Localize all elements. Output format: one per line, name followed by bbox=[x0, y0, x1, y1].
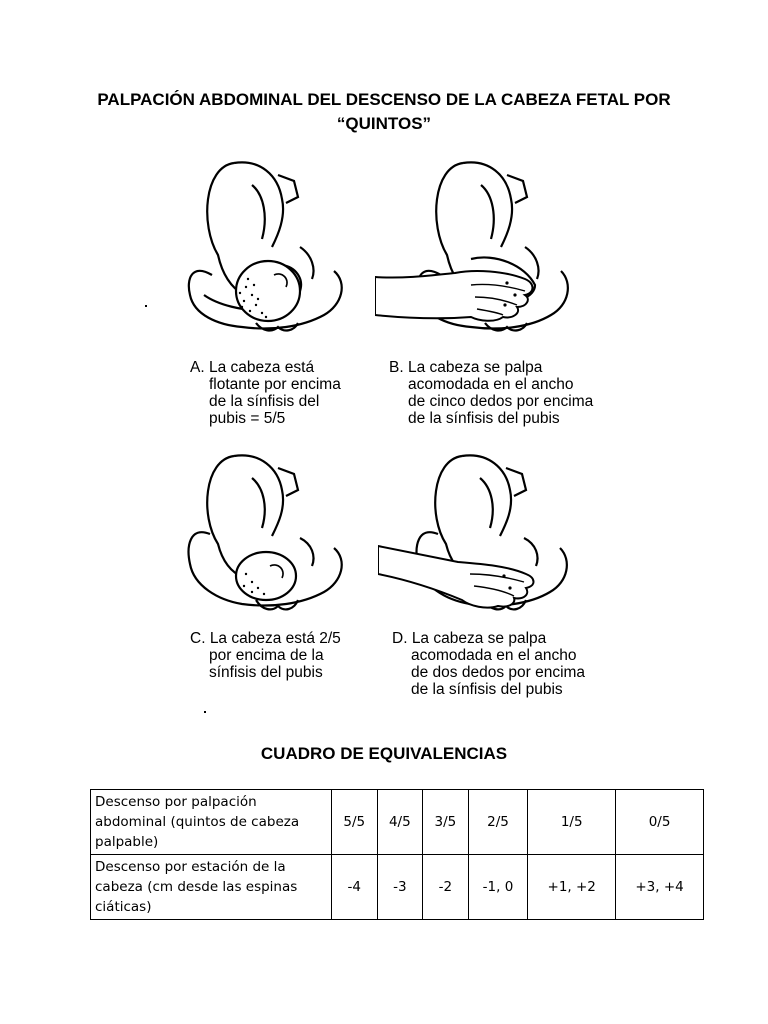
figure-d-caption-line-4: de la sínfisis del pubis bbox=[411, 681, 563, 698]
figure-c-letter: C. bbox=[190, 630, 206, 647]
table-row bbox=[91, 855, 704, 920]
table-cell: -3 bbox=[377, 855, 423, 920]
figure-b-illustration bbox=[375, 155, 575, 345]
equivalence-table bbox=[90, 789, 704, 920]
figure-d-letter: D. bbox=[392, 630, 408, 647]
table-row bbox=[91, 790, 704, 855]
figure-a-caption bbox=[190, 359, 341, 427]
figure-c-caption-line-2: por encima de la bbox=[209, 647, 324, 664]
table-cell: 2/5 bbox=[468, 790, 528, 855]
table-cell: -1, 0 bbox=[468, 855, 528, 920]
page-title bbox=[0, 88, 768, 136]
figure-d-caption-line-3: de dos dedos por encima bbox=[411, 664, 586, 681]
table-cell: 1/5 bbox=[528, 790, 616, 855]
figure-c-caption bbox=[190, 630, 341, 681]
scan-speck bbox=[204, 711, 206, 713]
figure-a-caption-line-3: de la sínfisis del bbox=[209, 393, 320, 410]
title-line-1: PALPACIÓN ABDOMINAL DEL DESCENSO DE LA CABEZA FETAL POR bbox=[97, 90, 671, 109]
table-cell: 4/5 bbox=[377, 790, 423, 855]
figure-b-caption-line-4: de la sínfisis del pubis bbox=[408, 410, 560, 427]
figure-c-illustration bbox=[182, 450, 354, 625]
table-heading: CUADRO DE EQUIVALENCIAS bbox=[260, 744, 508, 763]
figure-d-illustration bbox=[378, 450, 574, 625]
row-label-palpation: Descenso por palpación abdominal (quintos de cabeza palpable) bbox=[91, 790, 332, 855]
table-cell: +3, +4 bbox=[616, 855, 704, 920]
figure-a-caption-line-1: La cabeza está bbox=[208, 359, 315, 376]
figure-c-caption-line-1: La cabeza está 2/5 bbox=[209, 630, 341, 647]
table-cell: 5/5 bbox=[332, 790, 378, 855]
table-cell: +1, +2 bbox=[528, 855, 616, 920]
figure-c-caption-line-3: sínfisis del pubis bbox=[209, 664, 323, 681]
table-cell: -4 bbox=[332, 855, 378, 920]
table-cell: 3/5 bbox=[423, 790, 469, 855]
figure-a-illustration bbox=[182, 155, 354, 345]
figure-d-caption-line-1: La cabeza se palpa bbox=[411, 630, 547, 647]
figure-b-caption-line-1: La cabeza se palpa bbox=[407, 359, 543, 376]
figure-b-caption bbox=[389, 359, 593, 427]
table-cell: -2 bbox=[423, 855, 469, 920]
figure-a-letter: A. bbox=[190, 359, 205, 376]
figure-d-caption bbox=[392, 630, 585, 698]
figure-b-letter: B. bbox=[389, 359, 404, 376]
title-line-2: “QUINTOS” bbox=[336, 114, 432, 133]
figure-d-caption-line-2: acomodada en el ancho bbox=[411, 647, 577, 664]
figure-a-caption-line-4: pubis = 5/5 bbox=[209, 410, 286, 427]
figure-a-caption-line-2: flotante por encima bbox=[209, 376, 341, 393]
figure-b-caption-line-3: de cinco dedos por encima bbox=[408, 393, 594, 410]
table-cell: 0/5 bbox=[616, 790, 704, 855]
row-label-station: Descenso por estación de la cabeza (cm desde las espinas ciáticas) bbox=[91, 855, 332, 920]
scan-speck bbox=[145, 305, 147, 307]
figure-b-caption-line-2: acomodada en el ancho bbox=[408, 376, 574, 393]
